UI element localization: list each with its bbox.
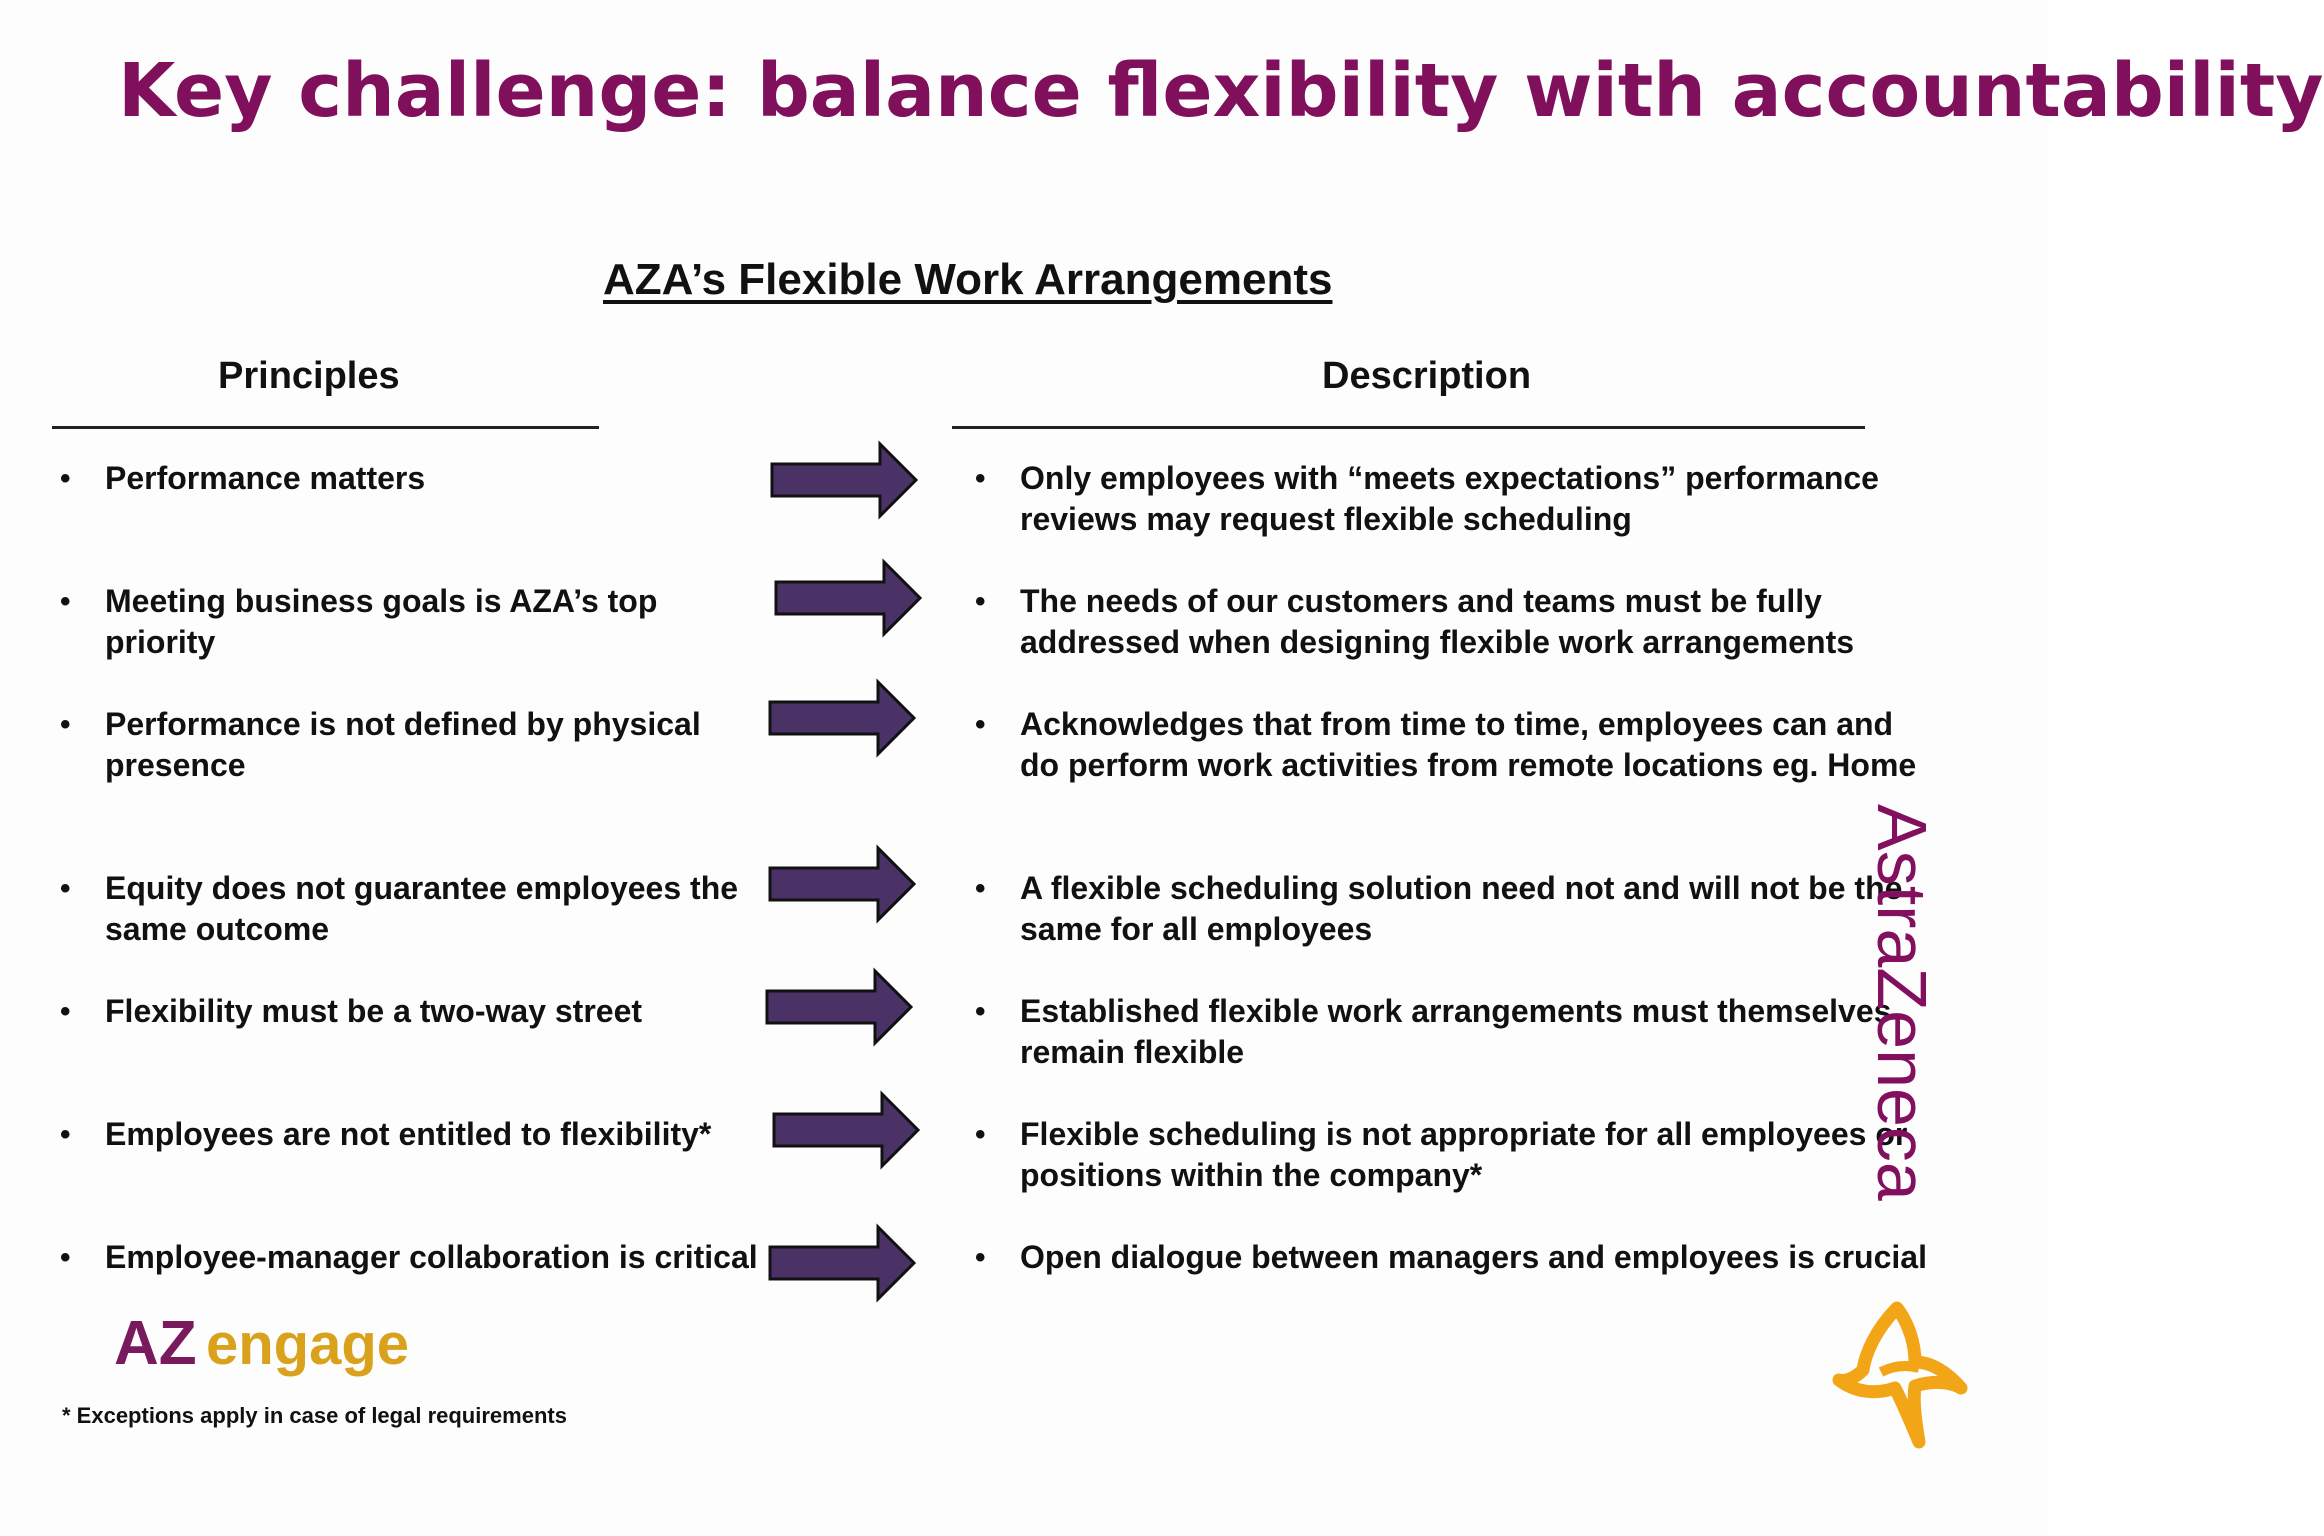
- principle-bullet: •: [60, 1118, 71, 1151]
- description-bullet: •: [975, 1118, 986, 1151]
- principle-text: Performance matters: [105, 460, 426, 496]
- right-arrow-icon: [772, 1092, 920, 1168]
- description-bullet: •: [975, 708, 986, 741]
- right-arrow-icon: [765, 969, 913, 1045]
- principle-text: Employee-manager collaboration is critical: [105, 1239, 758, 1275]
- right-arrow-icon: [768, 680, 916, 756]
- right-arrow-icon: [770, 442, 918, 518]
- principle-bullet: •: [60, 585, 71, 618]
- right-arrow-icon: [768, 1225, 916, 1301]
- principles-column-header: Principles: [218, 355, 400, 397]
- description-bullet: •: [975, 995, 986, 1028]
- astrazeneca-wordmark: AstraZeneca: [1863, 804, 1941, 1201]
- description-text: Acknowledges that from time to time, employees can and do perform work activities from remote locations eg. Home: [1020, 706, 1917, 783]
- description-text: Flexible scheduling is not appropriate for all employees or positions within the company*: [1020, 1116, 1908, 1193]
- description-bullet: •: [975, 462, 986, 495]
- description-text: Only employees with “meets expectations” performance reviews may request flexible scheduling: [1020, 460, 1879, 537]
- description-bullet: •: [975, 585, 986, 618]
- principle-text: Employees are not entitled to flexibility*: [105, 1116, 712, 1152]
- footnote: * Exceptions apply in case of legal requirements: [62, 1403, 567, 1428]
- principle-bullet: •: [60, 708, 71, 741]
- principle-text: Meeting business goals is AZA’s top priority: [105, 583, 658, 660]
- principle-text: Performance is not defined by physical presence: [105, 706, 701, 783]
- description-text: A flexible scheduling solution need not and will not be the same for all employees: [1020, 870, 1903, 947]
- description-bullet: •: [975, 872, 986, 905]
- principle-text: Flexibility must be a two-way street: [105, 993, 643, 1029]
- principle-bullet: •: [60, 462, 71, 495]
- section-heading: AZA’s Flexible Work Arrangements: [603, 255, 1333, 304]
- description-text: The needs of our customers and teams must be fully addressed when designing flexible work arrangements: [1020, 583, 1855, 660]
- principle-text: Equity does not guarantee employees the same outcome: [105, 870, 739, 947]
- azengage-logo: [110, 1300, 450, 1390]
- astrazeneca-logo: [1863, 800, 1941, 1280]
- description-text: Open dialogue between managers and employees is crucial: [1020, 1239, 1927, 1275]
- slide-title: Key challenge: balance flexibility with accountability: [118, 48, 2324, 134]
- right-arrow-icon: [774, 560, 922, 636]
- description-bullet: •: [975, 1241, 986, 1274]
- principles-header-rule: [52, 426, 599, 429]
- right-arrow-icon: [768, 846, 916, 922]
- principle-bullet: •: [60, 995, 71, 1028]
- principle-bullet: •: [60, 872, 71, 905]
- astrazeneca-symbol-icon: [1835, 1300, 1965, 1450]
- description-header-rule: [952, 426, 1865, 429]
- description-text: Established flexible work arrangements must themselves remain flexible: [1020, 993, 1892, 1070]
- azengage-logo-prefix: AZ: [114, 1309, 197, 1378]
- azengage-logo-suffix: engage: [206, 1312, 410, 1377]
- principle-bullet: •: [60, 1241, 71, 1274]
- description-column-header: Description: [1322, 355, 1532, 397]
